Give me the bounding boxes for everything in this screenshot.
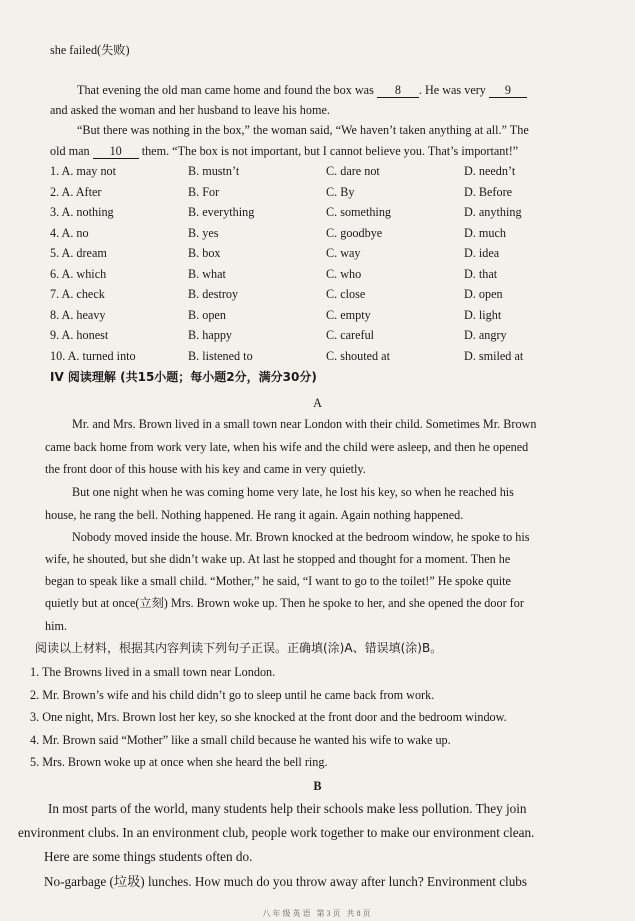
option-choice[interactable]: D. smiled at — [464, 348, 524, 363]
passage-a-line: wife, he shouted, but she didn’t wake up. At last he stopped and thought for a moment. Then he — [45, 552, 511, 566]
option-choice[interactable]: B. For — [188, 184, 220, 199]
passage-line: “But there was nothing in the box,” the woman said, “We haven’t taken anything at all.” The — [77, 123, 529, 137]
option-choice[interactable]: B. everything — [188, 205, 255, 219]
passage-b-line: Here are some things students often do. — [44, 849, 253, 864]
option-choice[interactable]: C. something — [326, 205, 392, 219]
passage-a-line: began to speak like a small child. “Mother,” he said, “I want to go to the toilet!” He spoke quite — [45, 574, 511, 588]
option-choice[interactable]: D. open — [464, 287, 503, 301]
option-choice[interactable]: D. angry — [464, 328, 507, 342]
option-choice[interactable]: C. goodbye — [326, 225, 383, 240]
option-choice[interactable]: B. mustn’t — [188, 164, 240, 178]
blank-9[interactable]: 9 — [489, 84, 527, 98]
option-choice[interactable]: 7. A. check — [50, 287, 105, 301]
passage-a-line: Mr. and Mrs. Brown lived in a small town near London with their child. Sometimes Mr. Brown — [72, 417, 537, 431]
option-choice[interactable]: 3. A. nothing — [50, 205, 114, 219]
passage-text: That evening the old man came home and found the box was — [77, 83, 374, 97]
page-footer: 八年级英语 第3页 共8页 — [262, 909, 373, 918]
option-choice[interactable]: C. shouted at — [326, 348, 390, 363]
option-choice[interactable]: B. happy — [188, 328, 233, 342]
option-choice[interactable]: 4. A. no — [50, 225, 89, 240]
blank-10[interactable]: 10 — [93, 145, 139, 159]
passage-a-line: came back home from work very late, when his wife and the child were asleep, and then he opened — [45, 440, 529, 454]
blank-8[interactable]: 8 — [377, 84, 419, 98]
option-choice[interactable]: B. listened to — [188, 348, 253, 363]
passage-b-line: environment clubs. In an environment club, people work together to make our environment clean. — [18, 825, 535, 840]
passage-b-line: No-garbage (垃圾) lunches. How much do you throw away after lunch? Environment clubs — [44, 874, 528, 889]
option-choice[interactable]: 8. A. heavy — [50, 307, 106, 322]
option-choice[interactable]: C. By — [326, 184, 355, 199]
passage-a-line: him. — [45, 619, 68, 633]
option-choice[interactable]: D. Before — [464, 184, 513, 199]
option-choice[interactable]: 5. A. dream — [50, 246, 107, 260]
statement-item: 1. The Browns lived in a small town near London. — [30, 665, 276, 679]
option-choice[interactable]: B. what — [188, 266, 226, 281]
option-choice[interactable]: B. box — [188, 246, 221, 260]
option-choice[interactable]: C. empty — [326, 307, 371, 322]
statement-item: 2. Mr. Brown’s wife and his child didn’t go to sleep until he came back from work. — [30, 687, 435, 702]
instruction: 阅读以上材料，根据其内容判读下列句子正误。正确填(涂)A、错误填(涂)B。 — [35, 641, 443, 655]
passage-b-line: In most parts of the world, many students help their schools make less pollution. They join — [48, 801, 527, 816]
option-choice[interactable]: C. dare not — [326, 164, 380, 178]
statement-item: 5. Mrs. Brown woke up at once when she heard the bell ring. — [30, 755, 328, 769]
option-choice[interactable]: D. needn’t — [464, 164, 516, 178]
option-choice[interactable]: C. way — [326, 246, 361, 260]
passage-text: . He was very — [418, 83, 486, 97]
passage-a-line: the front door of this house with his key and came in very quietly. — [45, 462, 366, 476]
passage-text: old man — [50, 144, 90, 158]
option-choice[interactable]: C. careful — [326, 328, 375, 342]
option-choice[interactable]: B. destroy — [188, 287, 239, 301]
section-heading: IV 阅读理解 (共15小题；每小题2分，满分30分) — [50, 370, 317, 384]
passage-a-line: quietly but at once(立刻) Mrs. Brown woke up. Then he spoke to her, and she opened the door for — [45, 596, 524, 610]
option-choice[interactable]: D. light — [464, 307, 502, 322]
passage-b-label: B — [313, 779, 322, 793]
option-choice[interactable]: 10. A. turned into — [50, 348, 136, 363]
option-choice[interactable]: 2. A. After — [50, 184, 102, 199]
passage-a-line: Nobody moved inside the house. Mr. Brown knocked at the bedroom window, he spoke to his — [72, 530, 530, 544]
option-choice[interactable]: C. who — [326, 266, 362, 281]
intro-tail: she failed(失败) — [50, 43, 130, 57]
statement-item: 4. Mr. Brown said “Mother” like a small child because he wanted his wife to wake up. — [30, 732, 451, 747]
statement-item: 3. One night, Mrs. Brown lost her key, so she knocked at the front door and the bedroom window. — [30, 710, 507, 724]
passage-a-label: A — [313, 396, 322, 410]
passage-line — [77, 82, 527, 98]
passage-text: them. “The box is not important, but I cannot believe you. That’s important!” — [141, 144, 519, 158]
passage-line — [50, 143, 518, 159]
option-choice[interactable]: 1. A. may not — [50, 164, 117, 178]
passage-line: and asked the woman and her husband to leave his home. — [50, 103, 330, 117]
option-choice[interactable]: B. open — [188, 307, 226, 322]
option-choice[interactable]: D. much — [464, 225, 506, 240]
option-choice[interactable]: 9. A. honest — [50, 328, 109, 342]
option-choice[interactable]: D. idea — [464, 246, 500, 260]
option-choice[interactable]: D. anything — [464, 205, 522, 219]
passage-a-line: But one night when he was coming home very late, he lost his key, so when he reached his — [72, 485, 514, 499]
option-choice[interactable]: D. that — [464, 266, 498, 281]
option-choice[interactable]: B. yes — [188, 225, 219, 240]
option-choice[interactable]: 6. A. which — [50, 266, 107, 281]
passage-a-line: house, he rang the bell. Nothing happened. He rang it again. Again nothing happened. — [45, 508, 464, 522]
option-choice[interactable]: C. close — [326, 287, 366, 301]
